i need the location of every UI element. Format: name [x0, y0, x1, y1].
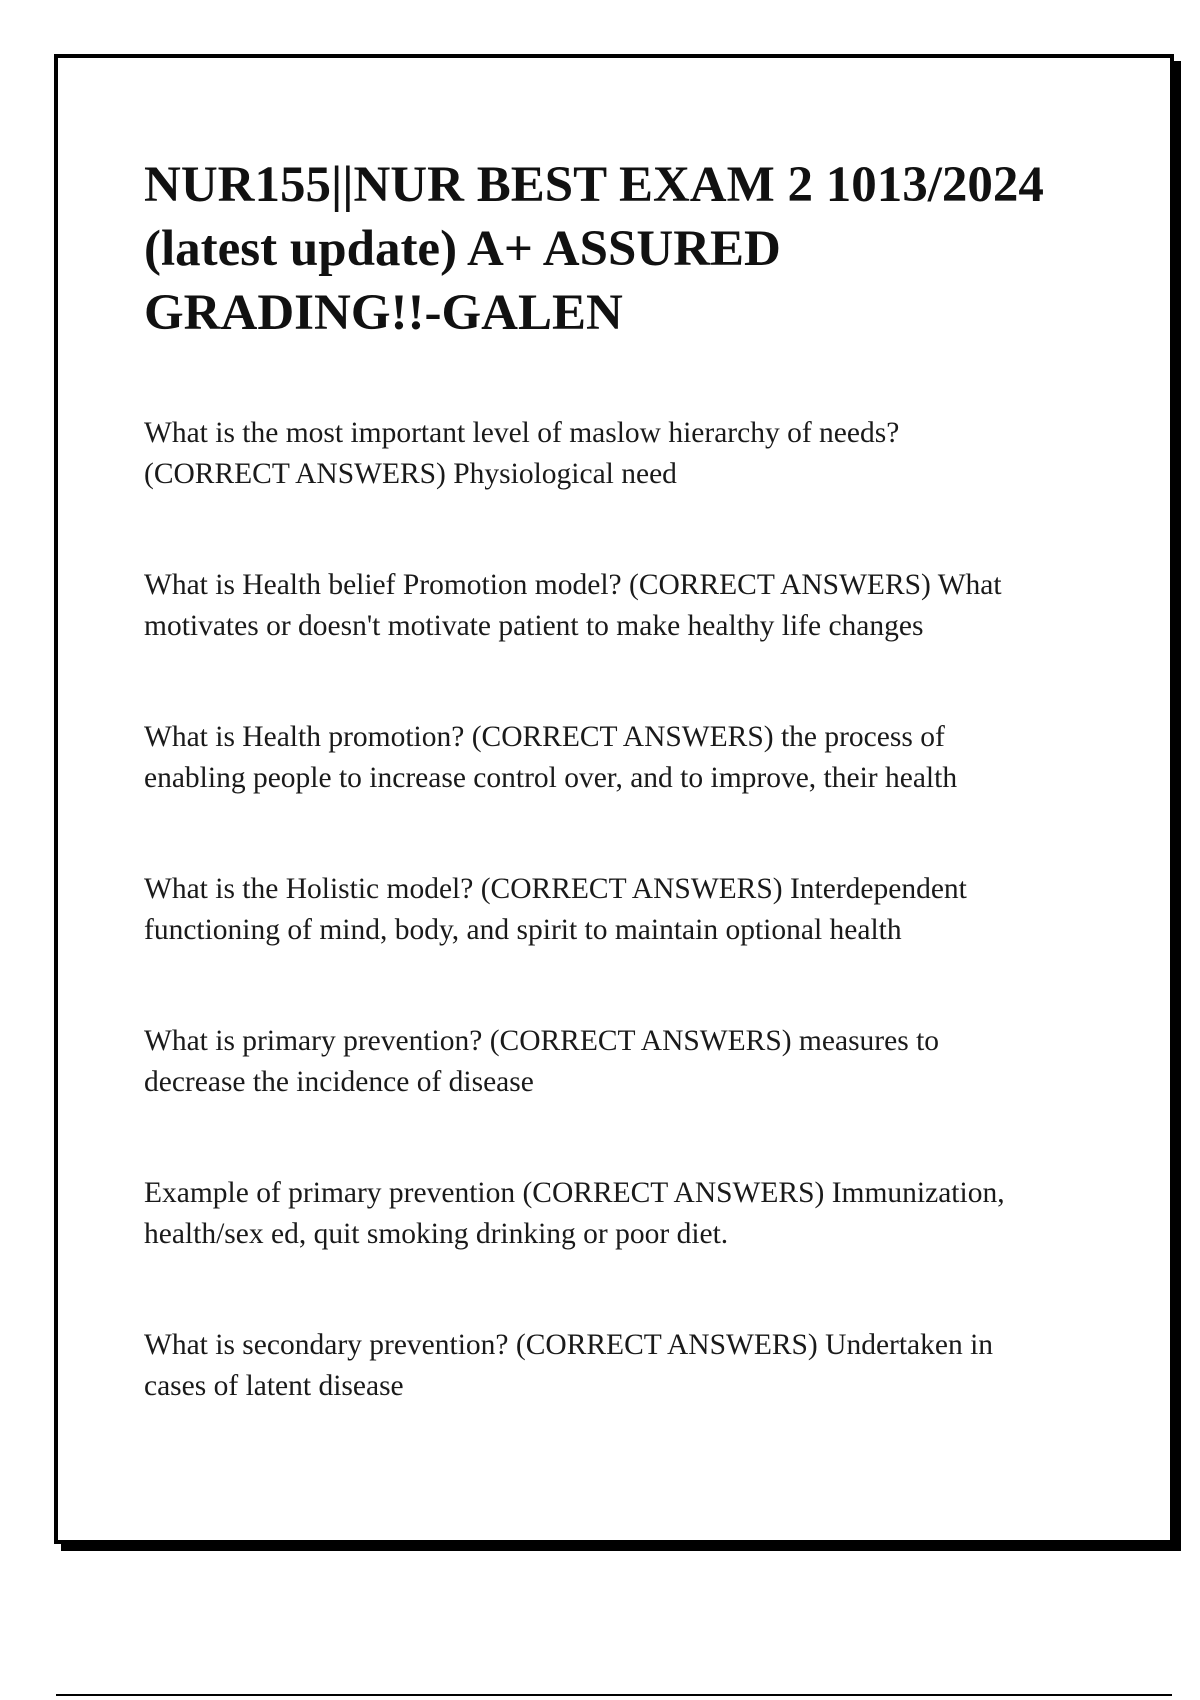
qa-line: health/sex ed, quit smoking drinking or poor diet. [144, 1218, 729, 1250]
qa-item [144, 1021, 1134, 1103]
qa-line: What is primary prevention? (CORRECT ANSWERS) measures to [144, 1025, 940, 1057]
qa-line: motivates or doesn't motivate patient to make healthy life changes [144, 610, 924, 642]
document-title [144, 153, 1104, 345]
qa-line: What is secondary prevention? (CORRECT ANSWERS) Undertaken in [144, 1329, 994, 1361]
qa-line: functioning of mind, body, and spirit to maintain optional health [144, 914, 902, 946]
qa-line: What is the Holistic model? (CORRECT ANSWERS) Interdependent [144, 873, 967, 905]
qa-item [144, 717, 1134, 799]
qa-line: cases of latent disease [144, 1370, 404, 1402]
qa-line: Example of primary prevention (CORRECT ANSWERS) Immunization, [144, 1177, 1005, 1209]
qa-item [144, 413, 1134, 495]
qa-line: decrease the incidence of disease [144, 1066, 534, 1098]
bottom-divider [56, 1694, 1172, 1696]
page-frame [54, 54, 1174, 1544]
qa-item [144, 1325, 1134, 1407]
title-line-2: (latest update) A+ ASSURED [144, 221, 781, 277]
title-line-3: GRADING!!-GALEN [144, 285, 623, 341]
qa-item [144, 565, 1134, 647]
title-line-1: NUR155||NUR BEST EXAM 2 1013/2024 [144, 157, 1044, 213]
qa-line: What is the most important level of maslow hierarchy of needs? [144, 417, 900, 449]
qa-item [144, 1173, 1134, 1255]
qa-line: enabling people to increase control over, and to improve, their health [144, 762, 958, 794]
qa-item [144, 869, 1134, 951]
qa-line: (CORRECT ANSWERS) Physiological need [144, 458, 677, 490]
qa-list [144, 413, 1134, 1477]
qa-line: What is Health belief Promotion model? (CORRECT ANSWERS) What [144, 569, 1002, 601]
qa-line: What is Health promotion? (CORRECT ANSWERS) the process of [144, 721, 945, 753]
